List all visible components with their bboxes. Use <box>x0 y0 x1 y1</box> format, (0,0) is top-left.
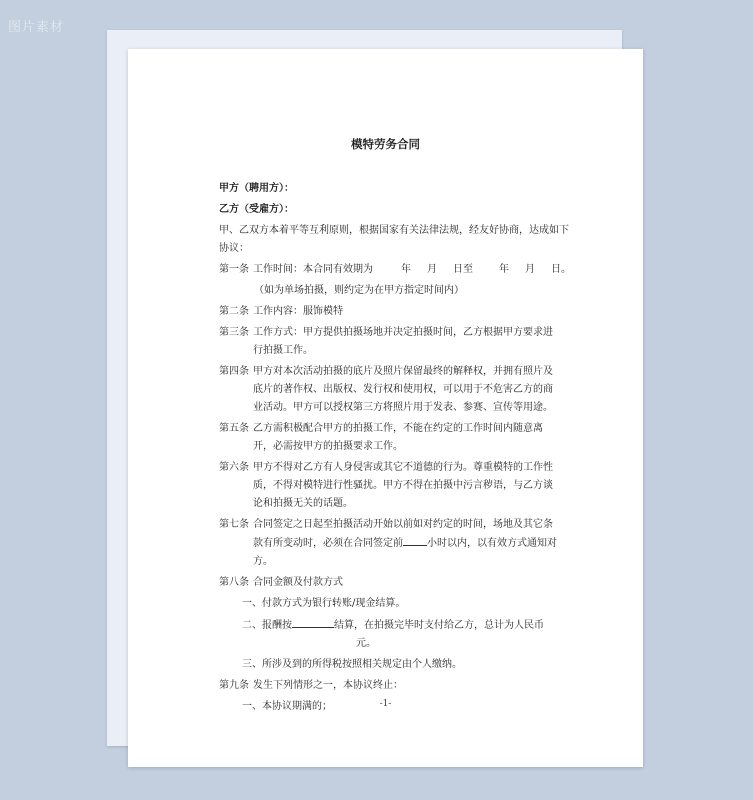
article-8-item-2 <box>219 616 559 653</box>
article-1-text <box>253 261 571 279</box>
intro-line-1: 甲、乙双方本着平等互利原则，根据国家有关法律法规，经友好协商，达成如下 <box>219 225 569 236</box>
article-9 <box>219 677 559 695</box>
intro-line-2: 协议： <box>219 243 249 254</box>
article-3-label: 第三条 <box>219 327 249 338</box>
article-1-month: 月 <box>427 264 437 275</box>
article-8-item-2-a: 二、报酬按 <box>242 620 292 631</box>
article-7 <box>219 516 559 571</box>
article-1-year2: 年 <box>499 264 509 275</box>
article-8 <box>219 574 559 592</box>
article-2-text: 工作内容：服饰模特 <box>253 306 343 317</box>
payment-basis-blank <box>292 616 334 628</box>
article-4 <box>219 363 559 417</box>
article-1 <box>219 261 571 279</box>
article-9-label: 第九条 <box>219 680 249 691</box>
intro-paragraph <box>219 222 569 258</box>
article-7-text-2: 小时以内，以有效方式通知对方。 <box>253 538 557 567</box>
article-1-body: 工作时间：本合同有效期为 <box>253 264 373 275</box>
article-8-item-3: 三、所涉及到的所得税按照相关规定由个人缴纳。 <box>242 659 462 670</box>
watermark: 图片素材 <box>8 20 65 35</box>
article-8-item-2-c: 元。 <box>356 638 376 649</box>
article-2-label: 第二条 <box>219 306 249 317</box>
article-9-text: 发生下列情形之一，本协议终止： <box>253 680 403 691</box>
article-4-text: 甲方对本次活动拍摄的底片及照片保留最终的解释权，并拥有照片及底片的著作权、出版权、发行权和使用权，可以用于不危害乙方的商业活动。甲方可以授权第三方将照片用于发表、参赛、宣传等用途。 <box>253 366 553 413</box>
article-3-text: 工作方式：甲方提供拍摄场地并决定拍摄时间，乙方根据甲方要求进行拍摄工作。 <box>253 327 553 356</box>
article-1-month2: 月 <box>525 264 535 275</box>
article-5-label: 第五条 <box>219 423 249 434</box>
article-3 <box>219 324 559 360</box>
article-2 <box>219 303 559 321</box>
article-8-label: 第八条 <box>219 577 249 588</box>
article-7-text-1: 合同签定之日起至拍摄活动开始以前如对约定的时间，场地及其它条款有所变动时，必须在合同签定前 <box>253 519 553 549</box>
article-6-text: 甲方不得对乙方有人身侵害或其它不道德的行为。尊重模特的工作性质，不得对模特进行性骚扰。甲方不得在拍摄中污言秽语，与乙方谈论和拍摄无关的话题。 <box>253 462 553 509</box>
article-8-item-2-b: 结算，在拍摄完毕时支付给乙方，总计为人民币 <box>334 620 544 631</box>
article-1-day-to: 日至 <box>453 264 473 275</box>
article-5-text: 乙方需积极配合甲方的拍摄工作，不能在约定的工作时间内随意离开，必需按甲方的拍摄要求工作。 <box>253 423 543 452</box>
document-page <box>128 49 643 767</box>
doc-title: 模特劳务合同 <box>351 137 420 151</box>
article-1-day2: 日。 <box>551 264 571 275</box>
article-8-item-1: 一、付款方式为银行转账/现金结算。 <box>242 598 406 609</box>
article-6 <box>219 459 559 513</box>
article-5 <box>219 420 559 456</box>
hours-blank <box>403 534 427 546</box>
article-1-label: 第一条 <box>219 264 249 275</box>
party-a-line: 甲方（聘用方）： <box>219 183 294 194</box>
article-1-note: （如为单场拍摄，则约定为在甲方指定时间内） <box>254 285 464 296</box>
party-b-line: 乙方（受雇方）： <box>219 204 294 215</box>
page-number: -1- <box>379 699 392 709</box>
doc-body <box>219 180 571 719</box>
article-9-item-1: 一、本协议期满的； <box>242 701 332 712</box>
article-1-year: 年 <box>401 264 411 275</box>
article-7-label: 第七条 <box>219 519 249 530</box>
article-4-label: 第四条 <box>219 366 249 377</box>
article-8-text: 合同金额及付款方式 <box>253 577 343 588</box>
article-7-text <box>253 516 559 571</box>
article-6-label: 第六条 <box>219 462 249 473</box>
